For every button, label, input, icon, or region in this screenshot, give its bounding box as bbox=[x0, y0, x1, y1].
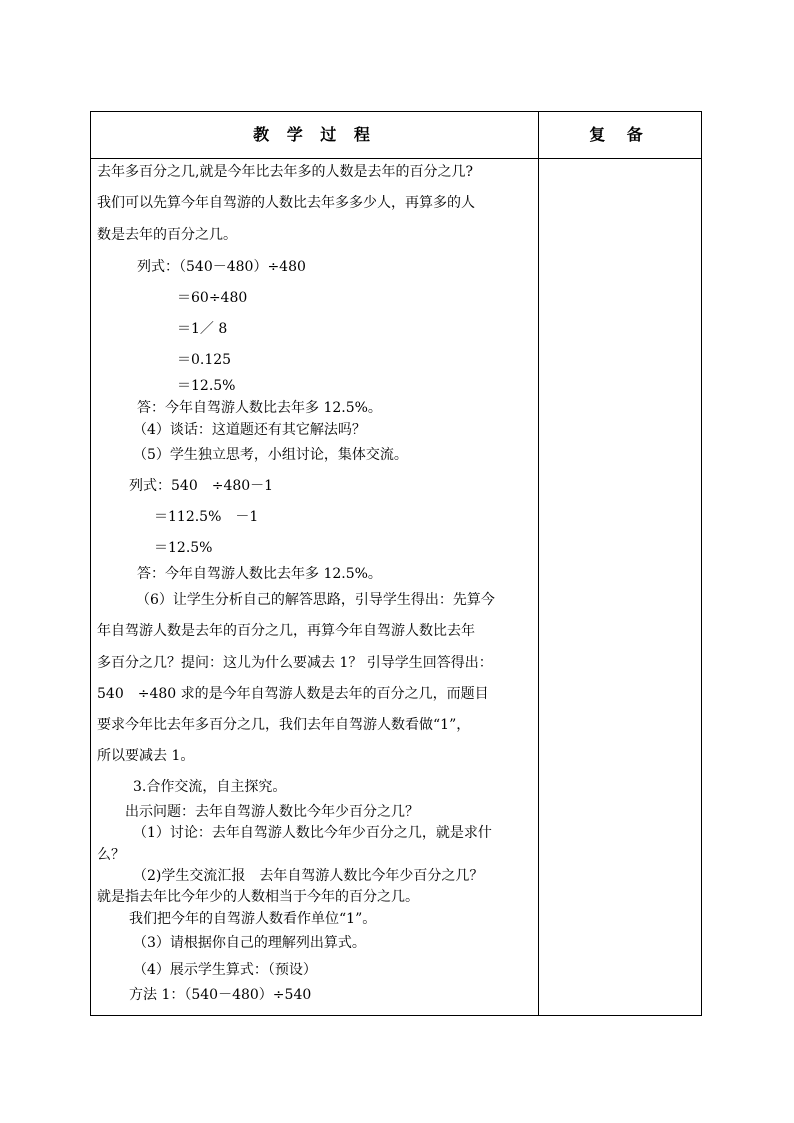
text-line: 出示问题：去年自驾游人数比今年少百分之几？ bbox=[125, 804, 419, 820]
formula-line: 列式：（540－480）÷480 bbox=[137, 259, 306, 275]
table-header-row bbox=[91, 112, 701, 159]
text-line: 要求今年比去年多百分之几，我们去年自驾游人数看做“1”， bbox=[97, 717, 471, 733]
formula-line: ＝12.5% bbox=[177, 378, 236, 394]
text-line: 么？ bbox=[97, 847, 125, 863]
text-line: （3）请根据你自己的理解列出算式。 bbox=[133, 935, 366, 951]
formula-line: ＝60÷480 bbox=[177, 290, 248, 306]
text-line: 我们把今年的自驾游人数看作单位“1”。 bbox=[129, 911, 377, 927]
column-divider bbox=[538, 112, 539, 1015]
text-line: 数是去年的百分之几。 bbox=[97, 227, 237, 243]
text-line: 所以要减去 1。 bbox=[97, 748, 195, 764]
answer-line: 答：今年自驾游人数比去年多 12.5%。 bbox=[137, 566, 382, 582]
text-line: （5）学生独立思考，小组讨论，集体交流。 bbox=[133, 447, 408, 463]
formula-line: 列式：540 ÷480－1 bbox=[129, 478, 274, 494]
formula-line: ＝12.5% bbox=[154, 540, 213, 556]
text-line: 就是指去年比今年少的人数相当于今年的百分之几。 bbox=[97, 889, 419, 905]
review-prep-header: 复 备 bbox=[589, 125, 651, 144]
formula-line: ＝1／ 8 bbox=[177, 321, 228, 337]
text-line: （6）让学生分析自己的解答思路，引导学生得出：先算今 bbox=[136, 592, 495, 608]
text-line: 540 ÷480 求的是今年自驾游人数是去年的百分之几，而题目 bbox=[97, 686, 489, 702]
text-line: （4）展示学生算式：（预设） bbox=[133, 962, 317, 978]
text-line: 我们可以先算今年自驾游的人数比去年多多少人，再算多的人 bbox=[97, 195, 475, 211]
text-line: （2)学生交流汇报 去年自驾游人数比今年少百分之几？ bbox=[133, 868, 484, 884]
text-line: 年自驾游人数是去年的百分之几，再算今年自驾游人数比去年 bbox=[97, 623, 475, 639]
formula-line: 方法 1：（540－480）÷540 bbox=[129, 987, 312, 1003]
formula-line: ＝112.5% －1 bbox=[154, 509, 259, 525]
answer-line: 答：今年自驾游人数比去年多 12.5%。 bbox=[137, 400, 382, 416]
teaching-process-header: 教 学 过 程 bbox=[253, 125, 376, 144]
text-line: （4）谈话：这道题还有其它解法吗？ bbox=[133, 422, 366, 438]
text-line: 多百分之几？提问：这儿为什么要减去 1？ 引导学生回答得出： bbox=[97, 655, 493, 671]
section-heading: 3.合作交流，自主探究。 bbox=[133, 779, 287, 795]
formula-line: ＝0.125 bbox=[177, 352, 232, 368]
text-line: 去年多百分之几,就是今年比去年多的人数是去年的百分之几? bbox=[97, 164, 473, 180]
text-line: （1）讨论：去年自驾游人数比今年少百分之几，就是求什 bbox=[133, 825, 492, 841]
